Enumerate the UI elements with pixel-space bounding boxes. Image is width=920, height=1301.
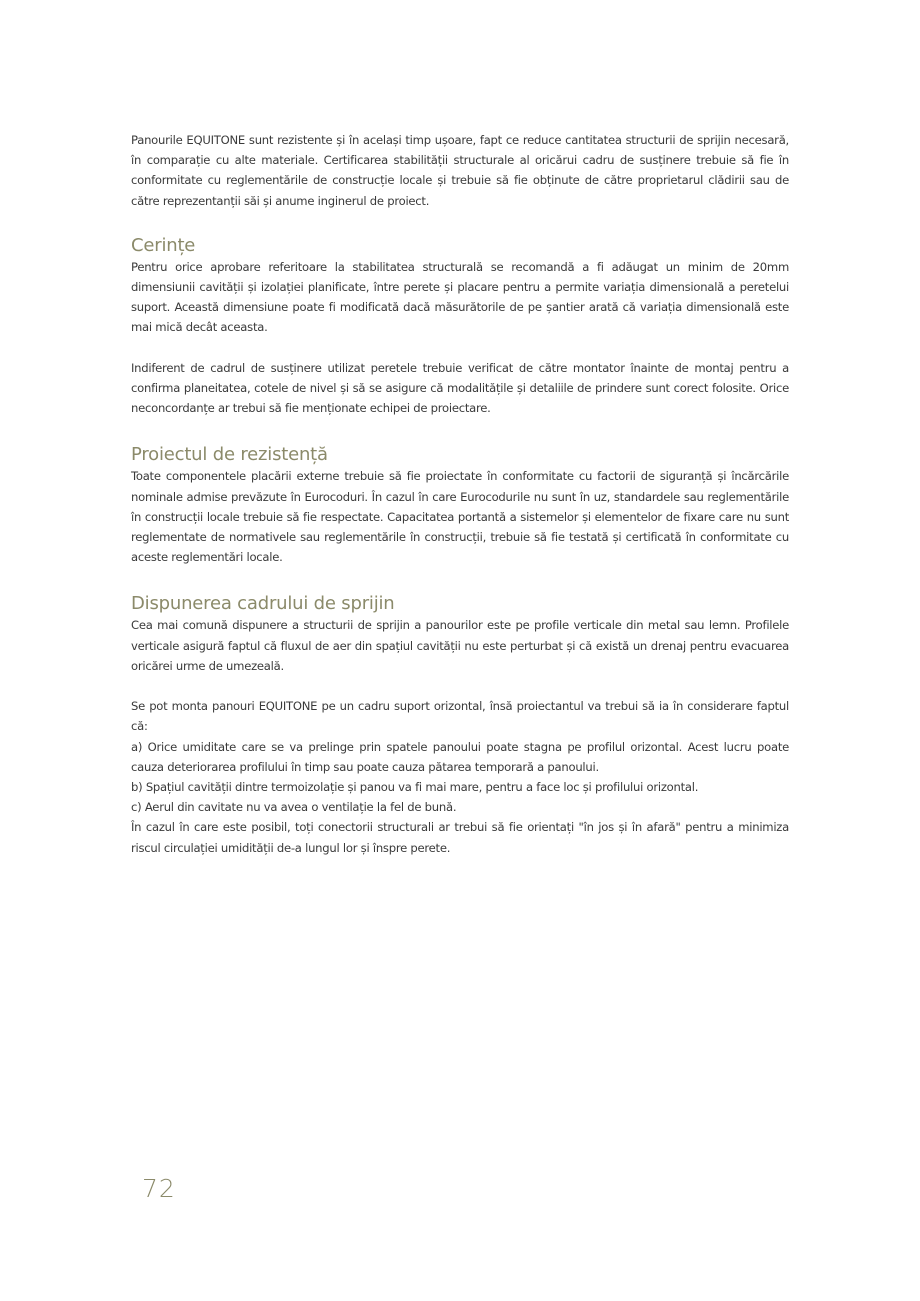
dispunerea-closing-paragraph: În cazul în care este posibil, toți conectorii structurali ar trebui să fie orientați "în jos și în afară" pentru a minimiza riscul circulației umidității de-a lungul lor și înspre perete. [131, 820, 789, 855]
cerinte-paragraph-2: Indiferent de cadrul de susținere utilizat peretele trebuie verificat de către montator înainte de montaj pentru a confirma planeitatea, cotele de nivel și să se asigure că modalitățile și detaliile de prindere sunt corect folosite. Orice neconcordanțe ar trebui să fie menționate echipei de proiectare. [131, 360, 789, 416]
heading-cerinte: Cerințe [131, 234, 196, 256]
dispunerea-paragraph-1: Cea mai comună dispunere a structurii de sprijin a panourilor este pe profile verticale din metal sau lemn. Profilele verticale asigură faptul că fluxul de aer din spațiul cavității nu este perturbat și că există un drenaj pentru evacuarea oricărei urme de umezeală. [131, 618, 789, 673]
page-number: 72 [142, 1174, 176, 1203]
list-item-b: b) Spațiul cavității dintre termoizolație și panou va fi mai mare, pentru a face loc și profilului orizontal. [131, 780, 699, 795]
cerinte-paragraph-1: Pentru orice aprobare referitoare la stabilitatea structurală se recomandă a fi adăugat un minim de 20mm dimensiunii cavității și izolației planificate, între perete și placare pentru a permite variația dimensională a peretelui suport. Această dimensiune poate fi modificată dacă măsurătorile de pe șantier arată că variația dimensională este mai mică decât aceasta. [131, 259, 789, 335]
heading-dispunerea-cadrului: Dispunerea cadrului de sprijin [131, 593, 395, 615]
list-item-a: a) Orice umiditate care se va prelinge prin spatele panoului poate stagna pe profilul orizontal. Acest lucru poate cauza deteriorarea profilului în timp sau poate cauza pătarea temporară a panoului. [131, 739, 789, 774]
dispunerea-list-intro: Se pot monta panouri EQUITONE pe un cadru suport orizontal, însă proiectantul va trebui să ia în considerare faptul că: [131, 699, 789, 734]
list-item-c: c) Aerul din cavitate nu va avea o ventilație la fel de bună. [131, 800, 457, 815]
heading-proiectul-de-rezistenta: Proiectul de rezistență [131, 444, 328, 466]
page-content [131, 130, 789, 858]
proiectul-paragraph-1: Toate componentele placării externe trebuie să fie proiectate în conformitate cu factorii de siguranță și încărcările nominale admise prevăzute în Eurocoduri. În cazul în care Eurocodurile nu sunt în uz, standardele sau reglementările în construcții locale trebuie să fie respectate. Capacitatea portantă a sistemelor și elementelor de fixare care nu sunt reglementate de normativele sau reglementările în construcții, trebuie să fie testată și certificată în conformitate cu aceste reglementări locale. [131, 469, 789, 565]
intro-paragraph: Panourile EQUITONE sunt rezistente și în același timp ușoare, fapt ce reduce cantitatea structurii de sprijin necesară, în comparație cu alte materiale. Certificarea stabilității structurale al oricărui cadru de susținere trebuie să fie în conformitate cu reglementările de construcție locale și trebuie să fie obținute de către proprietarul clădirii sau de către reprezentanții săi și anume inginerul de proiect. [131, 133, 789, 208]
